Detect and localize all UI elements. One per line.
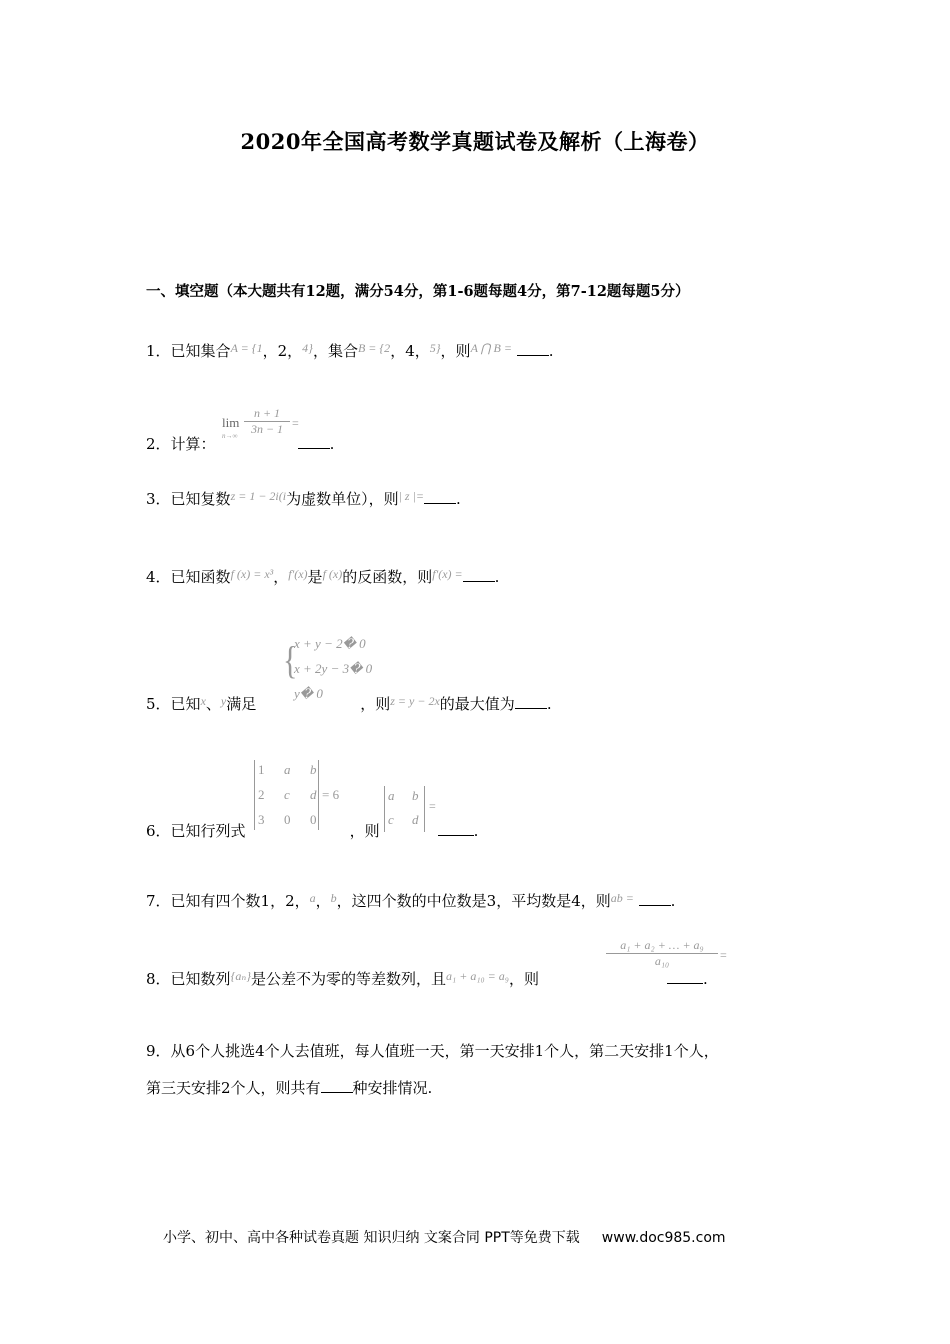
- question-number: 8．: [146, 970, 171, 988]
- q6-minor-bar-right: [424, 786, 425, 832]
- q4-text: 是: [307, 568, 323, 586]
- q6-end: .: [473, 822, 479, 840]
- q6-det-bar-right: [318, 760, 319, 830]
- q6-det-bar-left: [254, 760, 255, 830]
- answer-blank: [515, 694, 547, 709]
- q4-end: .: [494, 568, 500, 586]
- q4-text: 的反函数，则: [342, 568, 433, 586]
- question-number: 5．: [146, 695, 171, 713]
- q2-equals: =: [292, 416, 299, 430]
- answer-blank: [639, 891, 671, 906]
- q1-text: ，则: [440, 342, 471, 360]
- question-number: 3．: [146, 490, 171, 508]
- q5-text: 的最大值为: [439, 695, 515, 713]
- q5-end: .: [546, 695, 552, 713]
- q4-text: 已知函数: [170, 568, 231, 586]
- question-number: 9．: [146, 1042, 171, 1060]
- q1-math: B = {2: [357, 341, 391, 355]
- q2-lim-sub: n→∞: [222, 432, 238, 440]
- q7-math: b: [330, 891, 337, 905]
- q5-math: x: [200, 694, 206, 708]
- answer-blank: [424, 489, 456, 504]
- footer-url[interactable]: www.doc985.com: [601, 1230, 726, 1246]
- q2-fraction: [244, 406, 290, 437]
- page-title: 2020年全国高考数学真题试卷及解析（上海卷）: [240, 129, 710, 154]
- q5-text: 满足: [226, 695, 257, 713]
- q7-text: ，: [315, 892, 331, 910]
- q4-math: f′(x) =: [432, 567, 463, 581]
- q6-text: ，则: [349, 822, 380, 840]
- q6-det-cell: 2: [258, 787, 265, 802]
- q6-det-row: [258, 762, 317, 778]
- answer-blank: [321, 1078, 353, 1093]
- q8-text: 已知数列: [170, 970, 231, 988]
- q1-text: ，2，: [262, 342, 303, 360]
- q6-minor-cell: a: [388, 788, 395, 803]
- q4-math: f′(x): [288, 567, 308, 581]
- section-heading: 一、填空题（本大题共有12题，满分54分，第1-6题每题4分，第7-12题每题5分）: [146, 283, 690, 300]
- q2-lim: lim: [222, 415, 240, 430]
- q5-text: ，则: [360, 695, 391, 713]
- q2-end: .: [329, 435, 335, 453]
- q6-det-cell: d: [310, 787, 317, 802]
- answer-blank: [517, 341, 549, 356]
- q6-det-cell: 0: [284, 812, 291, 827]
- q5-math: z = y − 2x: [390, 694, 440, 708]
- q3-text: 已知复数: [170, 490, 231, 508]
- question-8: [146, 968, 708, 989]
- q1-end: .: [548, 342, 554, 360]
- question-4: [146, 566, 499, 587]
- q1-math: 4}: [302, 341, 313, 355]
- q9-text: 种安排情况.: [352, 1079, 433, 1097]
- q6-det-cell: 1: [258, 762, 265, 777]
- q6-minor-row: [388, 788, 419, 804]
- question-number: 1．: [146, 342, 171, 360]
- question-5: [146, 693, 552, 714]
- q4-math: f (x) = x³: [230, 567, 274, 581]
- q5-math: y: [220, 694, 227, 708]
- q8-equals: =: [720, 948, 727, 962]
- q8-denominator: a₁₀: [654, 954, 670, 968]
- question-number: 4．: [146, 568, 171, 586]
- q1-text: ，集合: [312, 342, 358, 360]
- q1-text: ，4，: [390, 342, 430, 360]
- q1-math: A = {1: [230, 341, 263, 355]
- q6-minor-cell: d: [412, 812, 419, 827]
- q7-math: a: [309, 891, 316, 905]
- question-2: [146, 433, 334, 454]
- q8-text: 是公差不为零的等差数列，且: [251, 970, 447, 988]
- q5-system-line: y� 0: [294, 686, 323, 701]
- q6-minor-bar-left: [384, 786, 385, 832]
- q6-minor-row: [388, 812, 419, 828]
- q6-minor-cell: b: [412, 788, 419, 803]
- q3-end: .: [455, 490, 461, 508]
- q6-det-cell: 0: [310, 812, 317, 827]
- answer-blank: [667, 969, 703, 984]
- q8-math: {aₙ}: [230, 969, 252, 983]
- q6-det-cell: 3: [258, 812, 265, 827]
- q5-system-line: x + 2y − 3� 0: [294, 661, 373, 676]
- question-9: [146, 1040, 719, 1061]
- q8-text: ，则: [508, 970, 539, 988]
- q2-denominator: 3n − 1: [250, 422, 284, 436]
- q6-equals: =: [429, 799, 436, 813]
- q8-numerator: a₁ + a₂ + … + a₉: [606, 938, 718, 954]
- q1-text: 已知集合: [170, 342, 231, 360]
- q1-math: A ⋂ B =: [470, 341, 512, 355]
- question-3: [146, 488, 461, 509]
- q5-brace: {: [283, 639, 298, 683]
- q2-text: 计算：: [170, 435, 216, 453]
- q1-math: 5}: [429, 341, 441, 355]
- footer-text: 小学、初中、高中各种试卷真题 知识归纳 文案合同 PPT等免费下载: [163, 1230, 580, 1246]
- answer-blank: [438, 821, 474, 836]
- q3-math: | z |=: [398, 489, 424, 503]
- question-1: [146, 340, 554, 361]
- q3-text: 为虚数单位），则: [286, 490, 399, 508]
- q6-det-cell: a: [284, 762, 291, 777]
- question-7: [146, 890, 675, 911]
- q6-det-row: [258, 812, 317, 828]
- question-number: 6．: [146, 822, 171, 840]
- question-number: 2．: [146, 435, 171, 453]
- q5-text: 已知: [170, 695, 201, 713]
- q8-fraction: [606, 938, 718, 969]
- q6-det-cell: c: [284, 787, 290, 802]
- q8-math: a₁ + a₁₀ = a₉: [446, 969, 509, 983]
- q6-det-value: = 6: [322, 787, 340, 802]
- q5-text: 、: [205, 695, 221, 713]
- q4-text: ，: [273, 568, 289, 586]
- q7-math: ab =: [610, 891, 634, 905]
- q6-minor-cell: c: [388, 812, 394, 827]
- question-number: 7．: [146, 892, 171, 910]
- q6-det-row: [258, 787, 317, 803]
- q3-math: z = 1 − 2i(i: [230, 489, 287, 503]
- q7-text: 已知有四个数1，2，: [170, 892, 310, 910]
- question-9-line-2: [146, 1077, 432, 1098]
- q6-text: 已知行列式: [170, 822, 246, 840]
- q7-text: ，这四个数的中位数是3，平均数是4，则: [336, 892, 611, 910]
- q7-end: .: [670, 892, 676, 910]
- q9-text: 第三天安排2个人，则共有: [146, 1079, 321, 1097]
- answer-blank: [298, 434, 330, 449]
- q6-det-cell: b: [310, 762, 317, 777]
- answer-blank: [463, 567, 495, 582]
- q9-text: 从6个人挑选4个人去值班，每人值班一天，第一天安排1个人，第二天安排1个人，: [170, 1042, 719, 1060]
- page-footer: [163, 1227, 726, 1247]
- q5-system-line: x + y − 2� 0: [294, 636, 366, 651]
- q4-math: f (x): [322, 567, 343, 581]
- q2-numerator: n + 1: [244, 406, 290, 422]
- q8-end: .: [702, 970, 708, 988]
